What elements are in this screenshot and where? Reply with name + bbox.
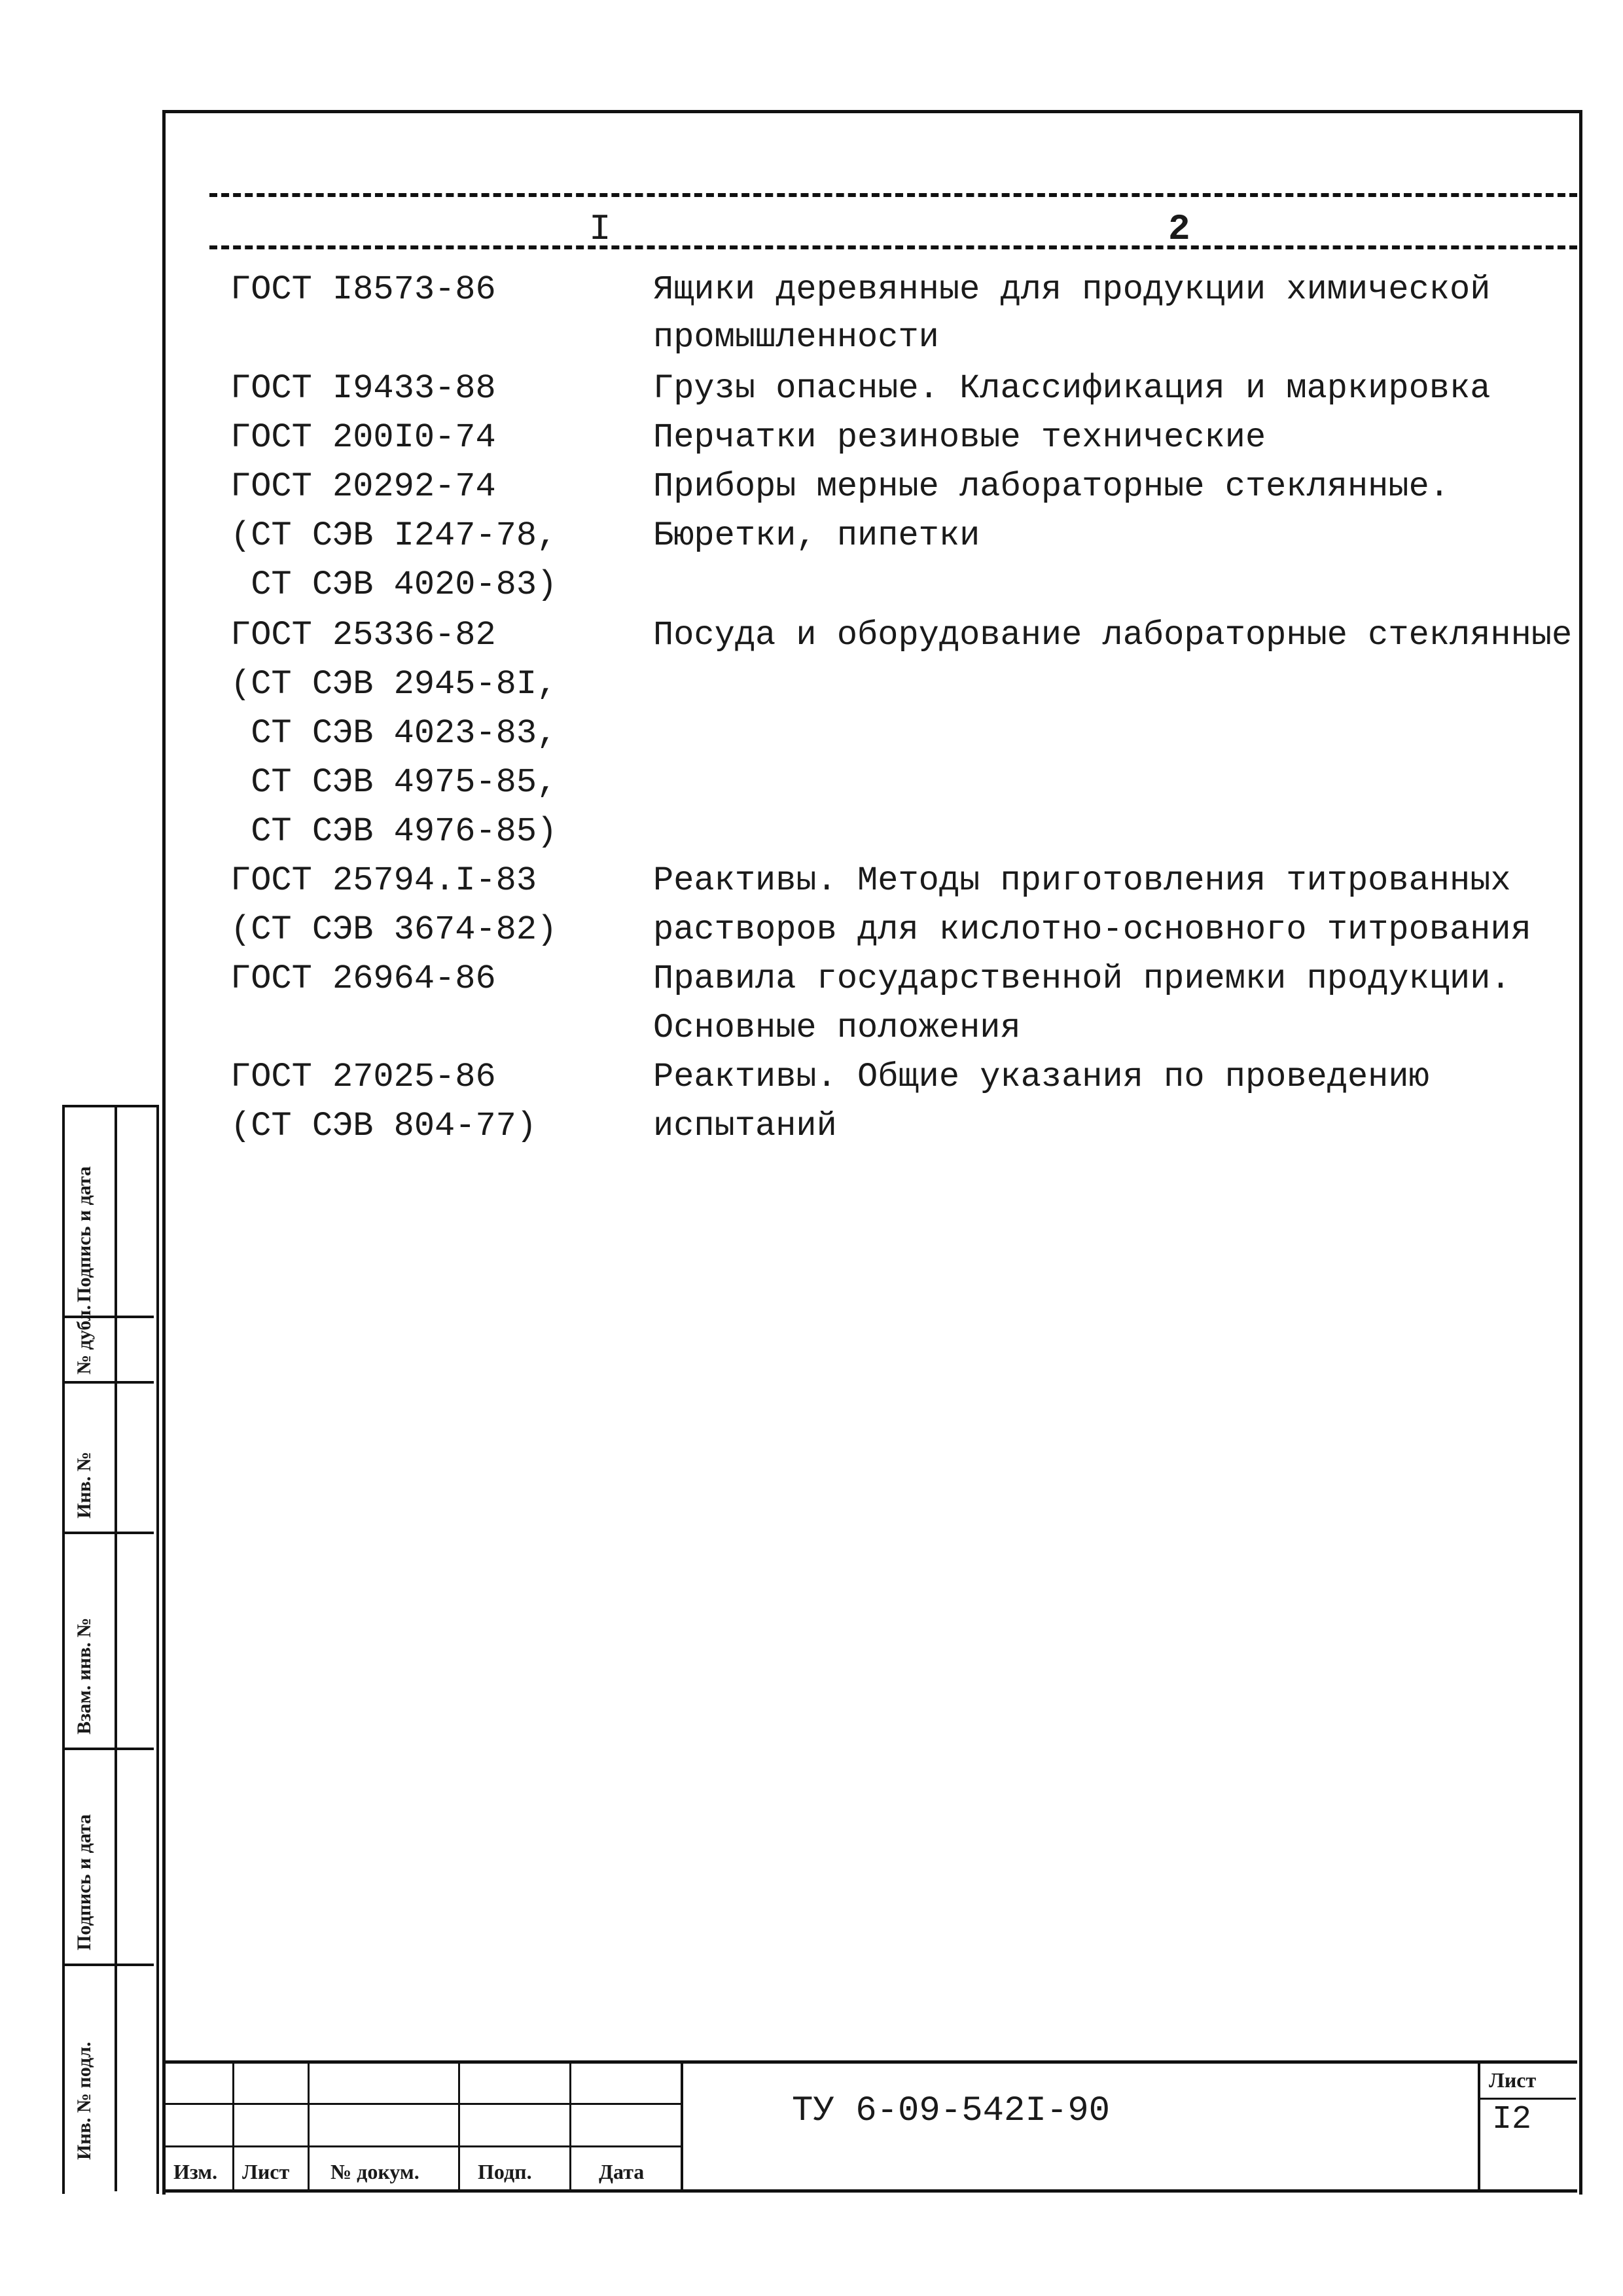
title-cell: Посуда и оборудование лабораторные стеклянные: [653, 616, 1573, 655]
title-cell: испытаний: [653, 1107, 837, 1145]
strip-label-replacement-inventory: Взам. инв. №: [73, 1617, 95, 1734]
column-1-number: I: [589, 208, 611, 250]
title-block-sheet-line: [1478, 2098, 1576, 2100]
strip-label-original-inventory: Инв. № подл.: [73, 2041, 95, 2160]
title-cell: Бюретки, пипетки: [653, 516, 980, 555]
col-label-signature: Подп.: [478, 2160, 532, 2183]
col-label-change: Изм.: [173, 2160, 218, 2183]
ref-cell: СТ СЭВ 4975-85,: [230, 763, 558, 802]
ref-cell: СТ СЭВ 4020-83): [230, 565, 558, 604]
ref-cell: ГОСТ 200I0-74: [230, 418, 496, 457]
ref-cell: (СТ СЭВ 2945-8I,: [230, 665, 558, 704]
strip-divider: [62, 1964, 154, 1966]
strip-divider: [62, 1748, 154, 1750]
title-block-bottom-line: [164, 2189, 1577, 2193]
title-block-col-line: [458, 2060, 460, 2191]
title-block-row-line: [164, 2103, 681, 2105]
ref-cell: СТ СЭВ 4023-83,: [230, 714, 558, 753]
strip-inner-line: [115, 1105, 117, 2191]
title-cell: Приборы мерные лабораторные стеклянные.: [653, 467, 1450, 506]
col-label-doc-number: № докум.: [330, 2160, 419, 2183]
title-cell: Перчатки резиновые технические: [653, 418, 1266, 457]
column-2-number: 2: [1168, 208, 1190, 250]
col-label-date: Дата: [599, 2160, 645, 2183]
title-cell: промышленности: [653, 318, 939, 357]
ref-cell: ГОСТ I8573-86: [230, 270, 496, 309]
ref-cell: СТ СЭВ 4976-85): [230, 812, 558, 851]
title-cell: Грузы опасные. Классификация и маркировка: [653, 369, 1491, 408]
ref-cell: ГОСТ 25794.I-83: [230, 861, 537, 900]
strip-label-signature-date-2: Подпись и дата: [73, 1814, 95, 1950]
ref-cell: (СТ СЭВ I247-78,: [230, 516, 558, 555]
title-cell: Правила государственной приемки продукции.: [653, 960, 1511, 998]
strip-label-inventory: Инв. №: [73, 1452, 95, 1518]
title-block-col-line: [1478, 2060, 1480, 2191]
sheet-label: Лист: [1489, 2068, 1537, 2092]
title-block-row-line: [164, 2145, 681, 2147]
title-block-col-line: [232, 2060, 234, 2191]
ref-cell: ГОСТ 25336-82: [230, 616, 496, 655]
ref-cell: (СТ СЭВ 804-77): [230, 1107, 537, 1145]
title-block-col-line: [569, 2060, 571, 2191]
header-dashed-line-bottom: [209, 245, 1577, 249]
ref-cell: ГОСТ 20292-74: [230, 467, 496, 506]
ref-cell: ГОСТ 27025-86: [230, 1058, 496, 1096]
header-dashed-line-top: [209, 193, 1577, 197]
strip-divider: [62, 1381, 154, 1384]
ref-cell: (СТ СЭВ 3674-82): [230, 910, 558, 949]
document-code: ТУ 6-09-542I-90: [792, 2091, 1111, 2131]
strip-label-duplicate: № дубл.: [73, 1304, 95, 1374]
ref-cell: ГОСТ I9433-88: [230, 369, 496, 408]
strip-divider: [62, 1532, 154, 1534]
title-cell: растворов для кислотно-основного титрования: [653, 910, 1531, 949]
title-cell: Реактивы. Методы приготовления титрованных: [653, 861, 1511, 900]
strip-label-signature-date: Подпись и дата: [73, 1166, 95, 1302]
title-cell: Основные положения: [653, 1009, 1021, 1047]
ref-cell: ГОСТ 26964-86: [230, 960, 496, 998]
title-cell: Ящики деревянные для продукции химической: [653, 270, 1491, 309]
title-block-top-line: [164, 2060, 1577, 2064]
sheet-number: I2: [1492, 2101, 1532, 2138]
title-block-col-line: [681, 2060, 683, 2191]
title-cell: Реактивы. Общие указания по проведению: [653, 1058, 1429, 1096]
title-block-col-line: [308, 2060, 310, 2191]
col-label-sheet: Лист: [242, 2160, 290, 2183]
